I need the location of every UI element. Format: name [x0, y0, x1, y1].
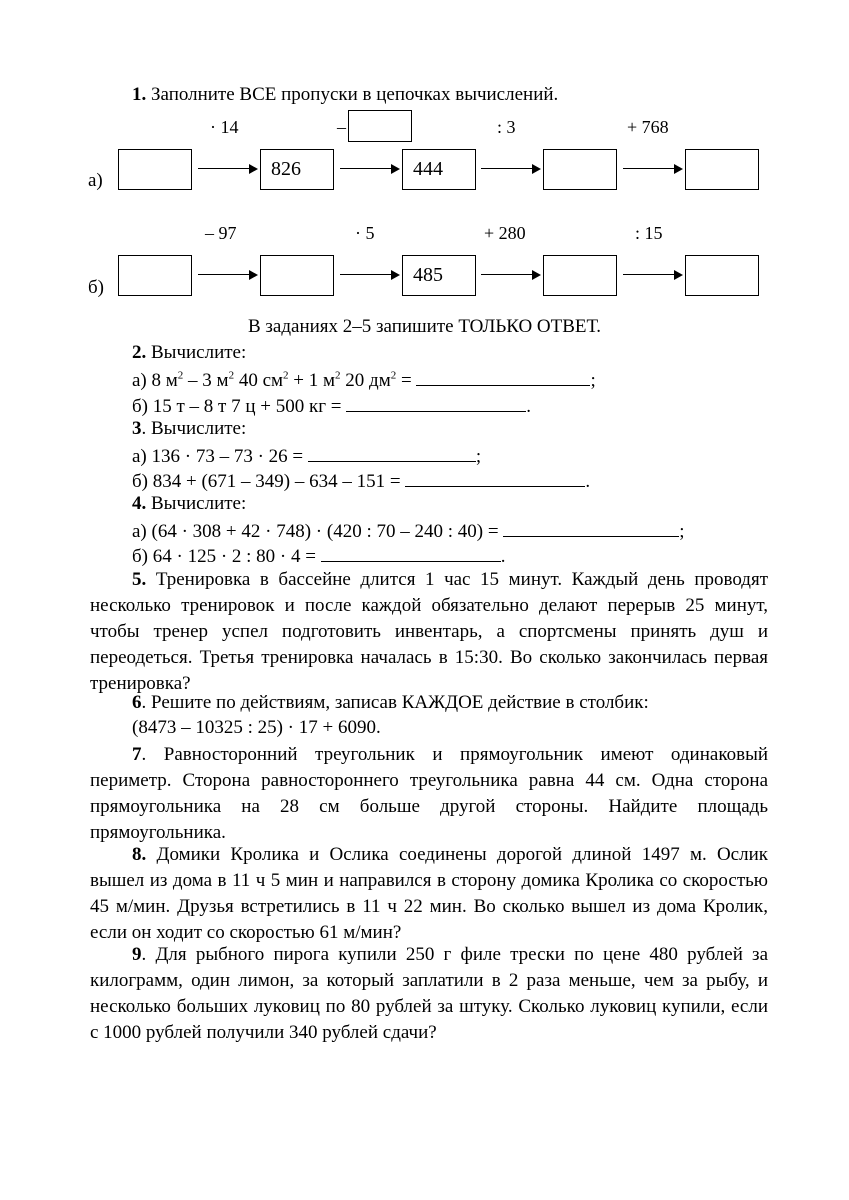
task7	[90, 742, 768, 846]
answer-blank-3b[interactable]	[405, 468, 585, 487]
answer-blank-2b[interactable]	[346, 393, 526, 412]
answer-blank-4b[interactable]	[321, 543, 501, 562]
chain-a-op-3: : 3	[497, 117, 516, 137]
chain-a-op-4: + 768	[627, 117, 669, 137]
sq-sup-4: 2	[335, 369, 341, 382]
task4-a	[132, 518, 685, 543]
task9-number: 9	[132, 944, 142, 965]
chain-b-box-5[interactable]	[685, 255, 759, 296]
chain-a-box-2: 826	[260, 149, 334, 190]
chain-b-label: б)	[88, 277, 104, 298]
task4-number: 4.	[132, 493, 147, 514]
task4-b-text: б) 64 · 125 · 2 : 80 · 4 =	[132, 546, 321, 567]
task4-b-tail: .	[500, 546, 506, 567]
task8-number: 8.	[132, 844, 147, 865]
chain-a-box-3: 444	[402, 149, 476, 190]
task1-heading	[132, 84, 558, 106]
task2-heading	[132, 342, 246, 364]
chain-a-box-4[interactable]	[543, 149, 617, 190]
task3-text: . Вычислите:	[141, 418, 247, 439]
task2-a-prefix: а) 8 м	[132, 370, 178, 391]
task2-a-mid2: 40 см	[234, 370, 284, 391]
task2-number: 2.	[132, 342, 147, 363]
answer-blank-3a[interactable]	[308, 443, 476, 462]
task8-text: Домики Кролика и Ослика соединены дорогой длиной 1497 м. Ослик вышел из дома в 11 ч 5 мин и направился в сторону домика Кролика со скоростью 45 м/мин. Друзья встретились в 11 ч 22 мин. Во сколько вышел из дома Кролик, если он ходит со скоростью 61 м/мин?	[90, 844, 768, 943]
chain-b-box-3: 485	[402, 255, 476, 296]
task2-a-tail: ;	[590, 370, 596, 391]
chain-a-arrow-2	[340, 164, 400, 174]
chain-b-op-1: – 97	[205, 223, 237, 243]
chain-a-arrow-4	[623, 164, 683, 174]
task3-b-tail: .	[585, 471, 591, 492]
chain-b-op-2: · 5	[355, 223, 375, 243]
task7-text: . Равносторонний треугольник и прямоугольник имеют одинаковый периметр. Сторона равностороннего треугольника равна 44 см. Одна сторона прямоугольника на 28 см больше другой стороны. Найдите площадь прямоугольника.	[90, 744, 768, 843]
sq-sup-3: 2	[283, 369, 289, 382]
sq-sup-1: 2	[177, 369, 184, 382]
chain-b-arrow-2	[340, 270, 400, 280]
task5	[90, 567, 768, 697]
task3-a-tail: ;	[475, 446, 482, 467]
instruction: В заданиях 2–5 запишите ТОЛЬКО ОТВЕТ.	[247, 316, 601, 337]
task6-heading	[132, 692, 649, 714]
task5-number: 5.	[132, 569, 147, 590]
task2-a-mid1: – 3 м	[183, 370, 229, 391]
chain-a-label: а)	[88, 170, 103, 191]
task7-number: 7	[132, 744, 142, 765]
task2-b-text: б) 15 т – 8 т 7 ц + 500 кг =	[132, 396, 347, 417]
chain-a-operand-blank[interactable]	[348, 110, 412, 142]
task4-heading	[132, 493, 246, 515]
task2-a-mid3: + 1 м	[288, 370, 336, 391]
task6-text: . Решите по действиям, записав КАЖДОЕ действие в столбик:	[141, 692, 649, 713]
sq-sup-5: 2	[390, 369, 397, 382]
task1-number: 1.	[132, 84, 147, 105]
task8	[90, 842, 768, 946]
chain-a-arrow-1	[198, 164, 258, 174]
task3-b-text: б) 834 + (671 – 349) – 634 – 151 =	[132, 471, 406, 492]
task6-number: 6	[132, 692, 142, 713]
chain-b-box-4[interactable]	[543, 255, 617, 296]
task4-a-tail: ;	[679, 521, 685, 542]
answer-blank-4a[interactable]	[503, 518, 679, 537]
task2-b-tail: .	[526, 396, 531, 417]
task2-text: Вычислите:	[151, 342, 247, 363]
chain-b-op-3: + 280	[484, 223, 526, 243]
chain-b-arrow-1	[198, 270, 258, 280]
task4-b	[132, 543, 505, 568]
chain-b-arrow-4	[623, 270, 683, 280]
task9	[90, 942, 768, 1046]
task3-heading	[132, 418, 246, 440]
task3-b	[132, 468, 590, 493]
chain-a-arrow-3	[481, 164, 541, 174]
task9-text: . Для рыбного пирога купили 250 г филе трески по цене 480 рублей за килограмм, один лимон, за который заплатили в 2 раза меньше, чем за рыбу, и несколько больших луковиц по 80 рублей за штуку. Сколько луковиц купили, если с 1000 рублей получили 340 рублей сдачи?	[90, 944, 768, 1043]
task2-a	[132, 367, 596, 392]
task4-a-text: а) (64 · 308 + 42 · 748) · (420 : 70 – 240 : 40) =	[132, 521, 504, 542]
task3-number: 3	[132, 418, 142, 439]
sq-sup-2: 2	[228, 369, 235, 382]
task3-a	[132, 443, 481, 468]
task5-text: Тренировка в бассейне длится 1 час 15 минут. Каждый день проводят несколько тренировок и после каждой обязательно делают перерыв 25 минут, чтобы тренер успел подготовить инвентарь, а спортсмены принять душ и переодеться. Третья тренировка началась в 15:30. Во сколько закончилась первая тренировка?	[90, 569, 768, 694]
chain-b-arrow-3	[481, 270, 541, 280]
chain-b-box-1[interactable]	[118, 255, 192, 296]
task2-b	[132, 393, 531, 418]
chain-a-box-5[interactable]	[685, 149, 759, 190]
chain-b-box-2[interactable]	[260, 255, 334, 296]
task4-text: Вычислите:	[151, 493, 247, 514]
chain-b-op-4: : 15	[635, 223, 663, 243]
task6-expression: (8473 – 10325 : 25) · 17 + 6090.	[132, 717, 381, 738]
task1-text: Заполните ВСЕ пропуски в цепочках вычислений.	[151, 84, 559, 105]
chain-a-op-2: –	[337, 117, 346, 137]
chain-a-op-1: · 14	[210, 117, 239, 137]
task2-a-mid4: 20 дм	[340, 370, 391, 391]
task2-a-end: =	[396, 370, 417, 391]
task3-a-text: а) 136 · 73 – 73 · 26 =	[132, 446, 308, 467]
chain-a-box-1[interactable]	[118, 149, 192, 190]
answer-blank-2a[interactable]	[416, 367, 590, 386]
